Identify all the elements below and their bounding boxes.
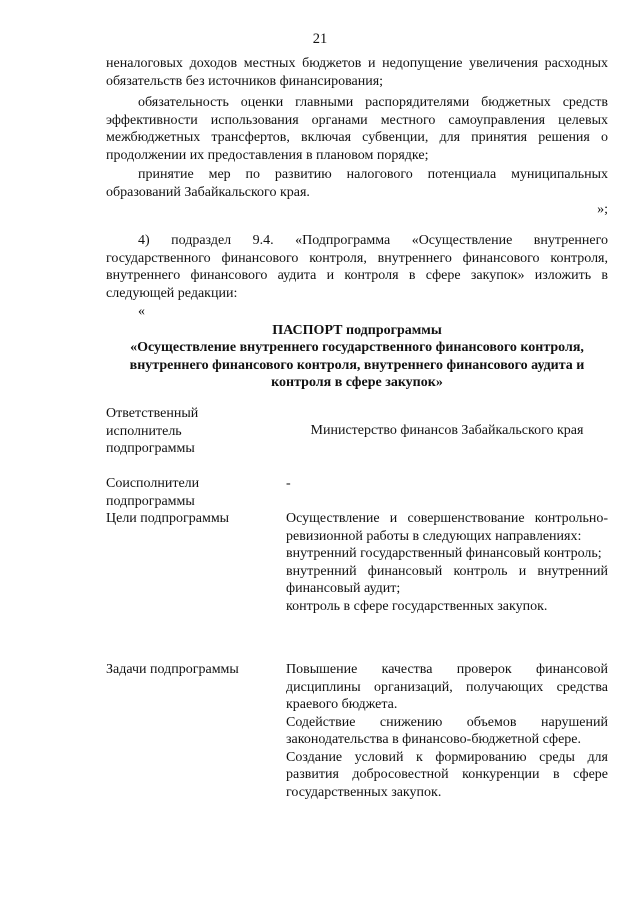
opening-quote: « xyxy=(138,304,145,319)
passport-subtitle: «Осуществление внутреннего государственного финансового контроля, внутреннего финансового контроля, внутреннего финансового аудита и контроля в сфере закупок» xyxy=(129,340,585,390)
row-label: Ответственный исполнитель подпрограммы xyxy=(106,406,199,456)
row-value-list xyxy=(286,661,608,801)
task-item: Создание условий к формированию среды для развития добросовестной конкуренции в сфере государственных закупок. xyxy=(286,749,608,800)
continuation-paragraph-3: принятие мер по развитию налогового потенциала муниципальных образований Забайкальского края. xyxy=(106,167,608,200)
page-number: 21 xyxy=(312,31,328,47)
row-value-list xyxy=(286,510,608,615)
row-label: Цели подпрограммы xyxy=(106,511,230,526)
goal-item: контроль в сфере государственных закупок. xyxy=(286,598,548,614)
row-label: Соисполнители подпрограммы xyxy=(106,476,200,509)
row-value: Министерство финансов Забайкальского края xyxy=(310,423,584,438)
item-4-paragraph: 4) подраздел 9.4. «Подпрограмма «Осуществление внутреннего государственного финансового контроля, внутреннего финансового контроля, внутреннего финансового аудита и контроля в сфере закупок» изложить в следующей редакции: xyxy=(106,233,608,301)
passport-title: ПАСПОРТ подпрограммы xyxy=(272,323,442,338)
goal-item: внутренний финансовый контроль и внутренний финансовый аудит; xyxy=(286,563,608,596)
continuation-paragraph-1: неналоговых доходов местных бюджетов и недопущение увеличения расходных обязательств без источников финансирования; xyxy=(106,56,608,89)
row-label: Задачи подпрограммы xyxy=(106,662,239,677)
goal-item: внутренний государственный финансовый контроль; xyxy=(286,546,602,561)
task-item: Повышение качества проверок финансовой дисциплины организаций, получающих средства краевого бюджета. xyxy=(286,662,608,712)
closing-quote: »; xyxy=(597,202,608,217)
goal-item: Осуществление и совершенствование контрольно-ревизионной работы в следующих направлениях: xyxy=(286,511,608,544)
task-item: Содействие снижению объемов нарушений законодательства в финансово-бюджетной сфере. xyxy=(286,714,608,747)
continuation-paragraph-2: обязательность оценки главными распорядителями бюджетных средств эффективности использования органами местного самоуправления целевых межбюджетных трансфертов, включая субвенции, для принятия решения о продолжении их предоставления в плановом порядке; xyxy=(106,95,608,163)
row-value: - xyxy=(286,476,291,491)
